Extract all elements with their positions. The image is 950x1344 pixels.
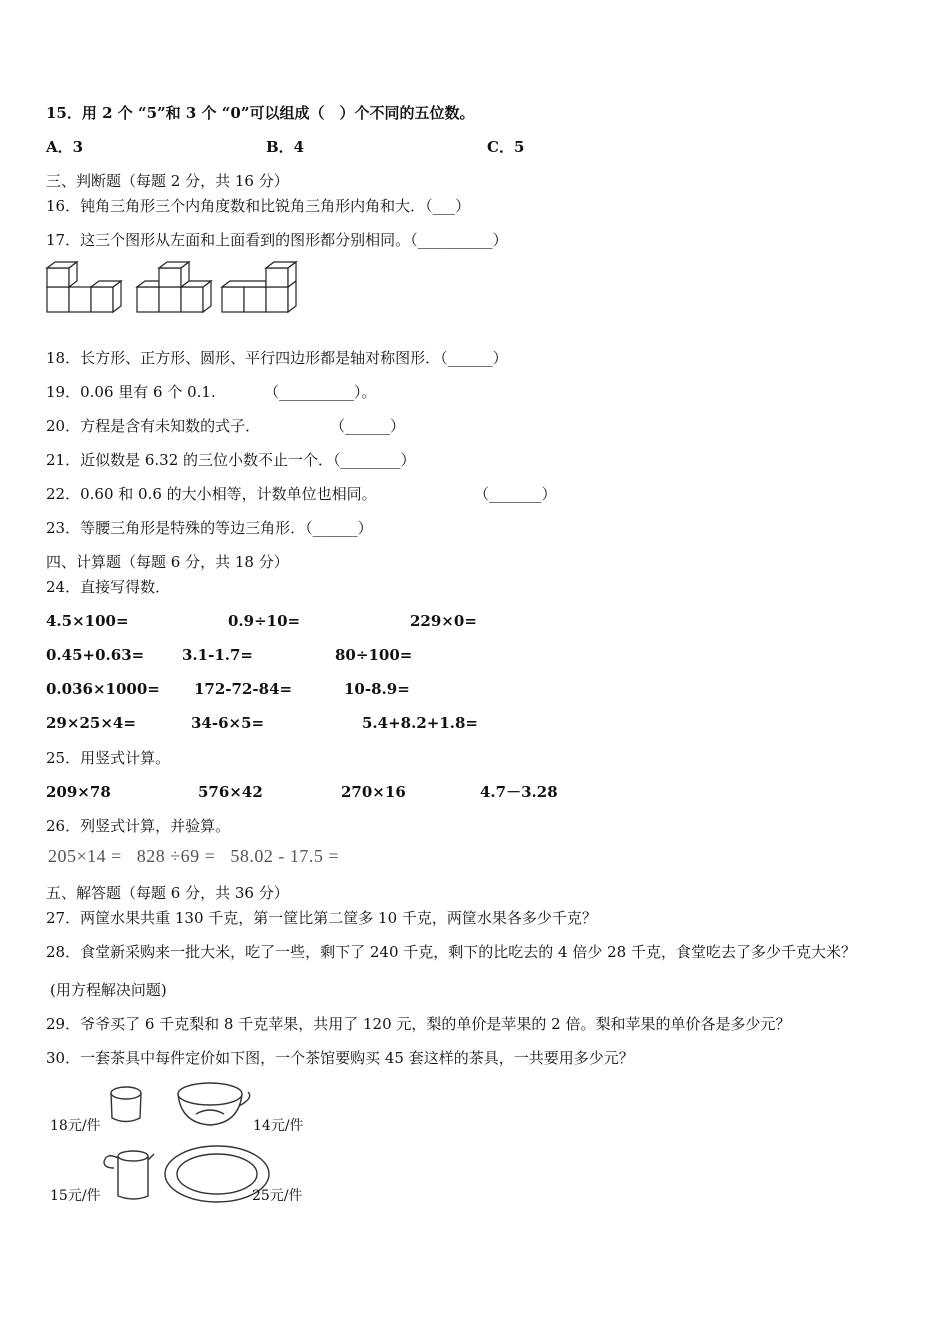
bowl-icon xyxy=(178,1083,250,1125)
q25-stem: 25．用竖式计算。 xyxy=(46,749,171,767)
vertical-calc-item: 4.7－3.28 xyxy=(480,783,558,801)
q20-stem: 20．方程是含有未知数的式子． xyxy=(46,417,261,435)
q30-stem: 30．一套茶具中每件定价如下图，一个茶馆要购买 45 套这样的茶具，一共要用多少元？ xyxy=(46,1049,634,1067)
q23: 23．等腰三角形是特殊的等边三角形．（______） xyxy=(46,519,373,537)
q15-option-a: A．3 xyxy=(46,138,84,156)
calc-item: 229×0= xyxy=(410,612,477,630)
vertical-calc-item: 209×78 xyxy=(46,783,111,801)
q19-blank: （__________）。 xyxy=(264,383,377,401)
q18: 18．长方形、正方形、圆形、平行四边形都是轴对称图形．（______） xyxy=(46,349,508,367)
calc-item: 172-72-84= xyxy=(194,680,293,698)
section-4-title: 四、计算题（每题 6 分，共 18 分） xyxy=(46,553,289,571)
section-3-title: 三、判断题（每题 2 分，共 16 分） xyxy=(46,172,289,190)
calc-item: 80÷100= xyxy=(335,646,413,664)
cube-figures xyxy=(44,260,304,318)
cube-figure-3 xyxy=(222,262,296,312)
q26-stem: 26．列竖式计算，并验算。 xyxy=(46,817,231,835)
price-plate: 25元/件 xyxy=(252,1188,303,1204)
q28-stem: 28．食堂新采购来一批大米，吃了一些，剩下了 240 千克，剩下的比吃去的 4 倍少 28 千克，食堂吃去了多少千克大米？ xyxy=(46,943,856,961)
q22-stem: 22．0.60 和 0.6 的大小相等，计数单位也相同。 xyxy=(46,485,377,503)
section-5-title: 五、解答题（每题 6 分，共 36 分） xyxy=(46,884,289,902)
calc-item: 10-8.9= xyxy=(344,680,410,698)
q16: 16．钝角三角形三个内角度数和比锐角三角形内角和大．（___） xyxy=(46,197,471,215)
q22-blank: （_______） xyxy=(474,485,557,503)
q15-option-b: B．4 xyxy=(266,138,305,156)
cup-icon xyxy=(111,1087,141,1122)
price-bowl: 14元/件 xyxy=(253,1118,304,1134)
q15-option-c: C．5 xyxy=(487,138,525,156)
calc-item: 0.45+0.63= xyxy=(46,646,145,664)
q26-math: 205×14 = 828 ÷69 = 58.02 - 17.5 = xyxy=(48,846,339,866)
q20-blank: （______） xyxy=(330,417,406,435)
pot-icon xyxy=(104,1151,154,1199)
q28-note: (用方程解决问题) xyxy=(50,981,167,999)
q17: 17．这三个图形从左面和上面看到的图形都分别相同。（__________） xyxy=(46,231,508,249)
q24-stem: 24．直接写得数． xyxy=(46,578,171,596)
cube-figure-1 xyxy=(47,262,121,312)
q15-stem: 15．用 2 个 “5”和 3 个 “0”可以组成（ ）个不同的五位数。 xyxy=(46,104,475,122)
calc-item: 3.1-1.7= xyxy=(182,646,253,664)
calc-item: 4.5×100= xyxy=(46,612,129,630)
vertical-calc-item: 270×16 xyxy=(341,783,406,801)
q29: 29．爷爷买了 6 千克梨和 8 千克苹果，共用了 120 元，梨的单价是苹果的 2 倍。梨和苹果的单价各是多少元？ xyxy=(46,1015,791,1033)
vertical-calc-item: 576×42 xyxy=(198,783,263,801)
calc-item: 34-6×5= xyxy=(191,714,265,732)
q21: 21．近似数是 6.32 的三位小数不止一个．（________） xyxy=(46,451,416,469)
calc-item: 5.4+8.2+1.8= xyxy=(362,714,478,732)
calc-item: 0.9÷10= xyxy=(228,612,301,630)
cube-figure-2 xyxy=(137,262,211,312)
calc-item: 29×25×4= xyxy=(46,714,136,732)
q19-stem: 19．0.06 里有 6 个 0.1. xyxy=(46,383,216,401)
price-cup: 18元/件 xyxy=(50,1118,101,1134)
calc-item: 0.036×1000= xyxy=(46,680,160,698)
price-pot: 15元/件 xyxy=(50,1188,101,1204)
q27: 27．两筐水果共重 130 千克，第一筐比第二筐多 10 千克，两筐水果各多少千克？ xyxy=(46,909,597,927)
